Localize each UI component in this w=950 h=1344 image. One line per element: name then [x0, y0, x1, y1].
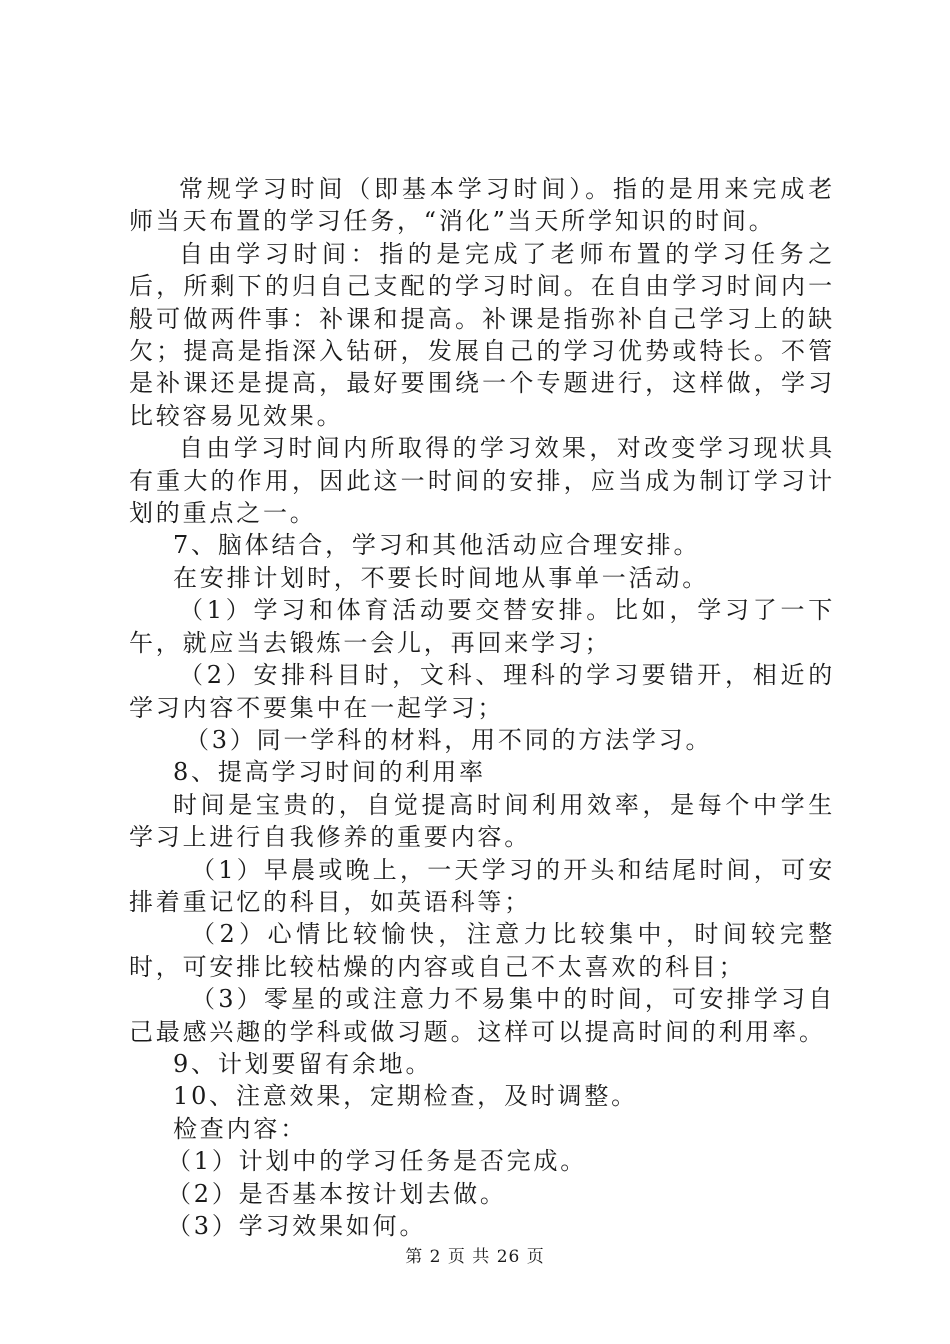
page-number-footer: 第 2 页 共 26 页 — [405, 1247, 545, 1267]
body-text — [129, 173, 835, 1242]
list-item-8-3: （3）零星的或注意力不易集中的时间，可安排学习自己最感兴趣的学科或做习题。这样可以提高时间的利用率。 — [129, 985, 835, 1046]
paragraph-free-study-time: 自由学习时间：指的是完成了老师布置的学习任务之后，所剩下的归自己支配的学习时间。在自由学习时间内一般可做两件事：补课和提高。补课是指弥补自己学习上的缺欠；提高是指深入钻研，发展自己的学习优势或特长。不管是补课还是提高，最好要围绕一个专题进行，这样做，学习比较容易见效果。 — [129, 239, 835, 430]
list-item-8-1: （1）早晨或晚上，一天学习的开头和结尾时间，可安排着重记忆的科目，如英语科等； — [129, 855, 835, 916]
heading-item-7: 7、脑体结合，学习和其他活动应合理安排。 — [173, 531, 701, 560]
list-item-8-2: （2）心情比较愉快，注意力比较集中，时间较完整时，可安排比较枯燥的内容或自己不太喜欢的科目； — [129, 920, 835, 981]
paragraph-free-study-effect: 自由学习时间内所取得的学习效果，对改变学习现状具有重大的作用，因此这一时间的安排，应当成为制订学习计划的重点之一。 — [129, 434, 835, 528]
check-item-2: （2）是否基本按计划去做。 — [167, 1179, 507, 1208]
heading-item-10: 10、注意效果，定期检查，及时调整。 — [173, 1082, 638, 1111]
list-item-7-1: （1）学习和体育活动要交替安排。比如，学习了一下午，就应当去锻炼一会儿，再回来学习； — [129, 596, 835, 657]
paragraph-check-content: 检查内容： — [173, 1114, 307, 1143]
paragraph-arrange-plan: 在安排计划时，不要长时间地从事单一活动。 — [173, 563, 709, 592]
list-item-7-3: （3）同一学科的材料，用不同的方法学习。 — [185, 725, 713, 754]
list-item-7-2: （2）安排科目时，文科、理科的学习要错开，相近的学习内容不要集中在一起学习； — [129, 661, 835, 722]
check-item-1: （1）计划中的学习任务是否完成。 — [167, 1147, 588, 1176]
paragraph-regular-study-time: 常规学习时间（即基本学习时间）。指的是用来完成老师当天布置的学习任务，“消化”当天所学知识的时间。 — [129, 175, 835, 236]
heading-item-8: 8、提高学习时间的利用率 — [173, 758, 486, 787]
heading-item-9: 9、计划要留有余地。 — [173, 1049, 433, 1078]
check-item-3: （3）学习效果如何。 — [167, 1212, 427, 1240]
paragraph-time-precious: 时间是宝贵的，自觉提高时间利用效率，是每个中学生学习上进行自我修养的重要内容。 — [129, 790, 835, 852]
